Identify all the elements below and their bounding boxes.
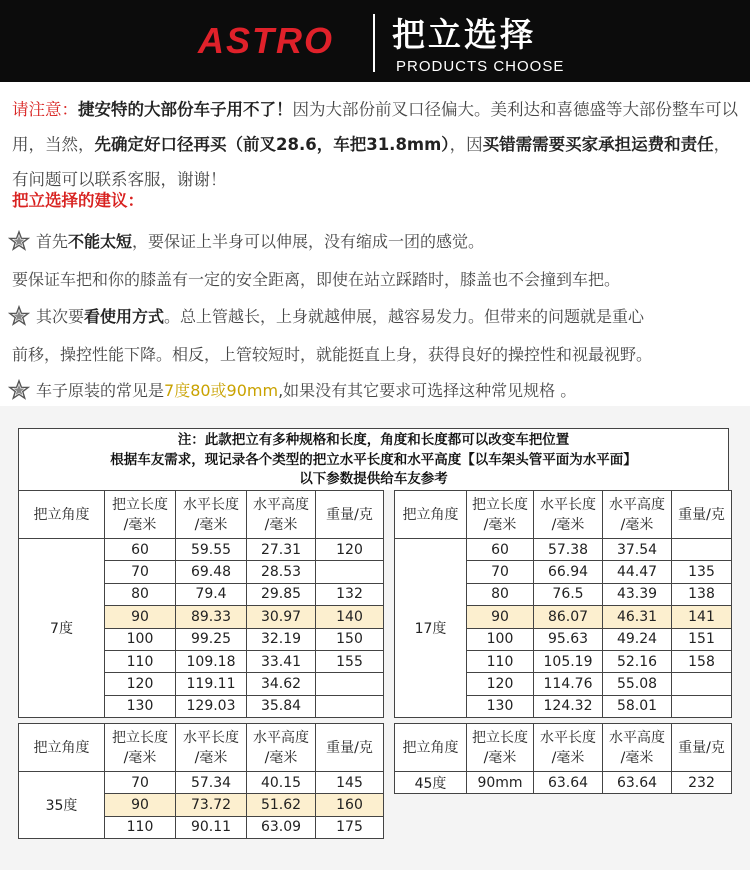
header-banner <box>0 0 750 82</box>
angle-cell: 45度 <box>395 772 467 794</box>
advice-line-2: 要保证车把和你的膝盖有一定的安全距离，即使在站立踩踏时，膝盖也不会撞到车把。 <box>12 270 621 289</box>
notice-warning: 捷安特的大部份车子用不了！ <box>78 100 293 119</box>
table-header-row: 把立角度 把立长度 /毫米 水平长度 /毫米 水平高度 /毫米 重量/克 <box>19 724 384 772</box>
advice-title: 把立选择的建议： <box>12 191 144 210</box>
table-row: 120 119.11 34.62 <box>19 673 384 695</box>
table-row: 70 69.48 28.53 <box>19 561 384 583</box>
star-icon <box>8 230 30 252</box>
table-row: 80 79.4 29.85 132 <box>19 583 384 605</box>
spec-table-7deg <box>18 490 384 718</box>
table-row: 45度 90mm 63.64 63.64 232 <box>395 772 732 794</box>
star-icon <box>8 305 30 327</box>
table-row-highlighted: 90 89.33 30.97 140 <box>19 606 384 628</box>
table-row: 110 105.19 52.16 158 <box>395 650 732 672</box>
notice-text-3: ，有问题可以联系客服，谢谢！ <box>12 135 731 189</box>
table-row: 100 95.63 49.24 151 <box>395 628 732 650</box>
table-row: 17度 60 57.38 37.54 <box>395 539 732 561</box>
advice-line-4: 前移，操控性能下降。相反，上管较短时，就能挺直上身，获得良好的操控性和视最视野。 <box>12 345 653 364</box>
spec-table-17deg <box>394 490 732 718</box>
astro-logo: ASTRO <box>198 20 334 61</box>
table-row: 7度 60 59.55 27.31 120 <box>19 539 384 561</box>
emphasis-usage: 看使用方式 <box>84 307 165 326</box>
advice-line-5: 车子原装的常见是7度80或90mm,如果没有其它要求可选择这种常见规格 。 <box>8 378 744 401</box>
table-row: 110 109.18 33.41 155 <box>19 650 384 672</box>
table-header-row: 把立角度 把立长度 /毫米 水平长度 /毫米 水平高度 /毫米 重量/克 <box>395 491 732 539</box>
table-row-highlighted: 90 73.72 51.62 160 <box>19 794 384 816</box>
advice-line-3: 其次要看使用方式。总上管越长，上身就越伸展，越容易发力。但带来的问题就是重心 <box>8 304 744 327</box>
angle-cell: 35度 <box>19 772 105 839</box>
spec-table-35deg <box>18 723 384 839</box>
table-row: 130 124.32 58.01 <box>395 695 732 717</box>
table-row: 80 76.5 43.39 138 <box>395 583 732 605</box>
table-note: 注：此款把立有多种规格和长度，角度和长度都可以改变车把位置 根据车友需求，现记录各个类型的把立水平长度和水平高度【以车架头管平面为水平面】 以下参数提供给车友参考 <box>18 428 729 490</box>
notice-paragraph <box>12 92 742 197</box>
table-row: 70 66.94 44.47 135 <box>395 561 732 583</box>
table-row: 35度 70 57.34 40.15 145 <box>19 772 384 794</box>
page-subtitle: PRODUCTS CHOOSE <box>396 58 565 75</box>
table-row: 120 114.76 55.08 <box>395 673 732 695</box>
notice-text: 因为大部份前叉口径偏大。美利达和喜德盛等大部份整车可以用，当然， <box>12 100 738 154</box>
table-row: 110 90.11 63.09 175 <box>19 816 384 838</box>
table-header-row: 把立角度 把立长度 /毫米 水平长度 /毫米 水平高度 /毫米 重量/克 <box>395 724 732 772</box>
spec-table-45deg <box>394 723 732 794</box>
page-title: 把立选择 <box>392 15 536 54</box>
notice-size-spec: 先确定好口径再买（前叉28.6，车把31.8mm） <box>94 135 450 154</box>
star-icon <box>8 379 30 401</box>
angle-cell: 7度 <box>19 539 105 718</box>
angle-cell: 17度 <box>395 539 467 718</box>
notice-responsibility: 买错需需要买家承担运费和责任 <box>482 135 714 154</box>
header-divider <box>373 14 375 72</box>
table-header-row: 把立角度 把立长度 /毫米 水平长度 /毫米 水平高度 /毫米 重量/克 <box>19 491 384 539</box>
emphasis-not-too-short: 不能太短 <box>68 232 133 251</box>
notice-text-2: ，因 <box>449 135 483 154</box>
table-row: 100 99.25 32.19 150 <box>19 628 384 650</box>
notice-label: 请注意： <box>12 100 78 119</box>
table-row: 130 129.03 35.84 <box>19 695 384 717</box>
emphasis-common-spec: 7度80或90mm <box>164 381 279 400</box>
advice-line-1: 首先不能太短，要保证上半身可以伸展，没有缩成一团的感觉。 <box>8 229 744 252</box>
table-row-highlighted: 90 86.07 46.31 141 <box>395 606 732 628</box>
